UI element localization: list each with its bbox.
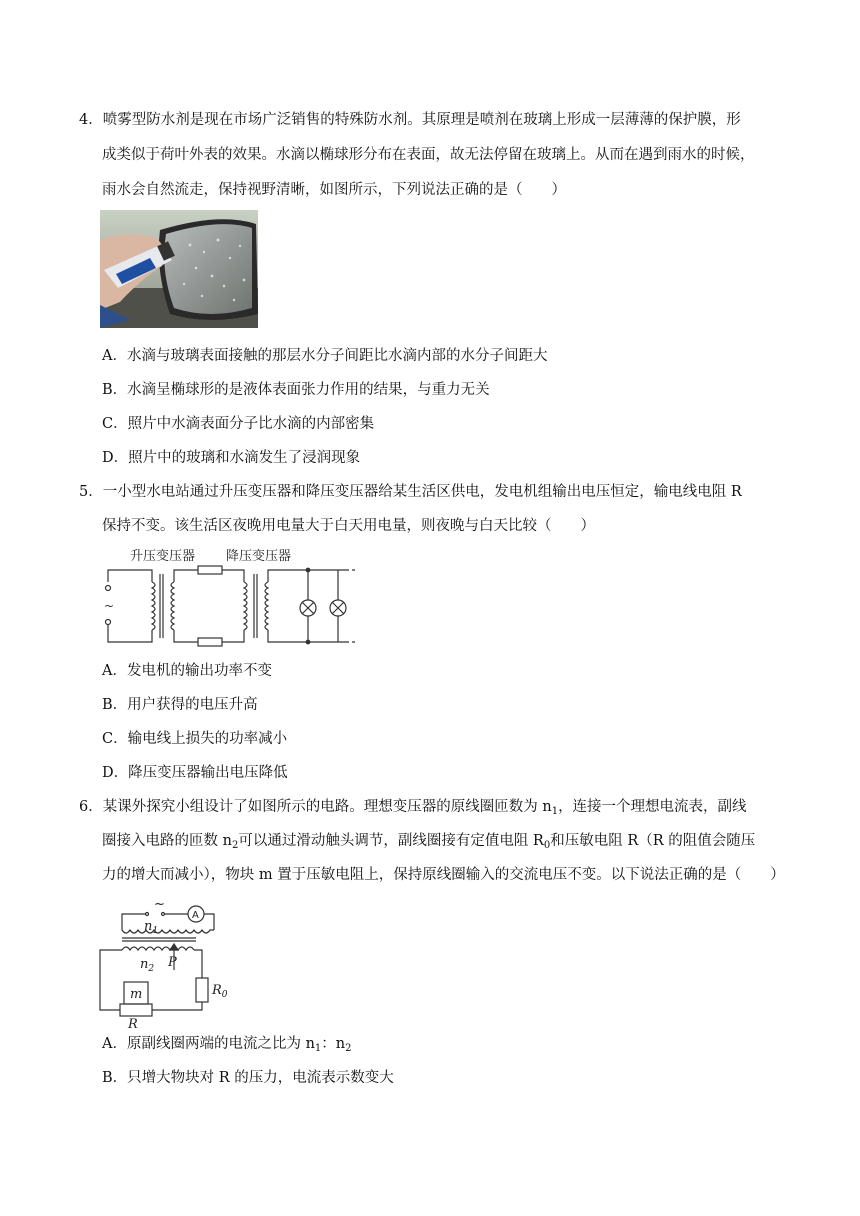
variable-transformer-circuit-diagram [96, 894, 226, 1030]
svg-text:A: A [192, 910, 199, 921]
q5-number: 5． [79, 484, 103, 500]
q4-option-a: A．水滴与玻璃表面接触的那层水分子间距比水滴内部的水分子间距大 [102, 348, 548, 364]
q4-number: 4． [79, 112, 103, 128]
q5-option-c: C．输电线上损失的功率减小 [102, 731, 288, 747]
q6-line2: 圈接入电路的匝数 $n_2$可以通过滑动触头调节，副线圈接有定值电阻 $R_0$和压敏电阻 R（R 的阻值会随压 [102, 833, 756, 851]
q4-option-b: B．水滴呈椭球形的是液体表面张力作用的结果，与重力无关 [102, 382, 490, 398]
q6-option-a: A．原副线圈两端的电流之比为 $n_1$：$n_2$ [102, 1036, 352, 1054]
q4-line2: 成类似于荷叶外表的效果。水滴以椭球形分布在表面，故无法停留在玻璃上。从而在遇到雨水的时候， [102, 147, 755, 163]
q5-line2: 保持不变。该生活区夜晚用电量大于白天用电量，则夜晚与白天比较（ ） [102, 518, 595, 534]
q6-number: 6． [79, 799, 103, 815]
q5-option-a: A．发电机的输出功率不变 [102, 663, 272, 679]
q6-line1: 6．某课外探究小组设计了如图所示的电路。理想变压器的原线圈匝数为 $n_1$，连接一个理想电流表，副线 [79, 799, 747, 817]
q4-option-c: C．照片中水滴表面分子比水滴的内部密集 [102, 416, 375, 432]
q5-option-b: B．用户获得的电压升高 [102, 697, 258, 713]
spray-photo [100, 210, 258, 328]
svg-text:~: ~ [104, 599, 115, 613]
transformer-circuit-diagram [100, 542, 362, 652]
slider-p-label: P [168, 955, 177, 970]
n2-label: $n_2$ [140, 957, 155, 974]
q5-line1: 5．一小型水电站通过升压变压器和降压变压器给某生活区供电，发电机组输出电压恒定，输电线电阻 R [79, 484, 742, 500]
svg-text:m: m [130, 987, 143, 1002]
pressure-resistor-r [120, 1004, 152, 1016]
n1-label: $n_1$ [144, 919, 159, 936]
svg-text:~: ~ [154, 897, 165, 912]
q6-option-b: B．只增大物块对 R 的压力，电流表示数变大 [102, 1070, 394, 1086]
q4-option-d: D．照片中的玻璃和水滴发生了浸润现象 [102, 450, 361, 466]
r-label: R [128, 1017, 138, 1032]
step-up-label: 升压变压器 [130, 549, 196, 564]
r0-label: $R_0$ [212, 983, 228, 1000]
line-resistor-bottom [198, 638, 222, 646]
q5-option-d: D．降压变压器输出电压降低 [102, 765, 288, 781]
line-resistor-top [198, 566, 222, 574]
resistor-r0 [196, 978, 208, 1002]
step-down-label: 降压变压器 [226, 549, 292, 564]
q4-line1: 4．喷雾型防水剂是现在市场广泛销售的特殊防水剂。其原理是喷剂在玻璃上形成一层薄薄的保护膜，形 [79, 112, 741, 128]
q4-line3: 雨水会自然流走，保持视野清晰，如图所示，下列说法正确的是（ ） [102, 182, 566, 198]
q6-line3: 力的增大而减小），物块 m 置于压敏电阻上，保持原线圈输入的交流电压不变。以下说法正确的是（ ） [102, 867, 785, 883]
